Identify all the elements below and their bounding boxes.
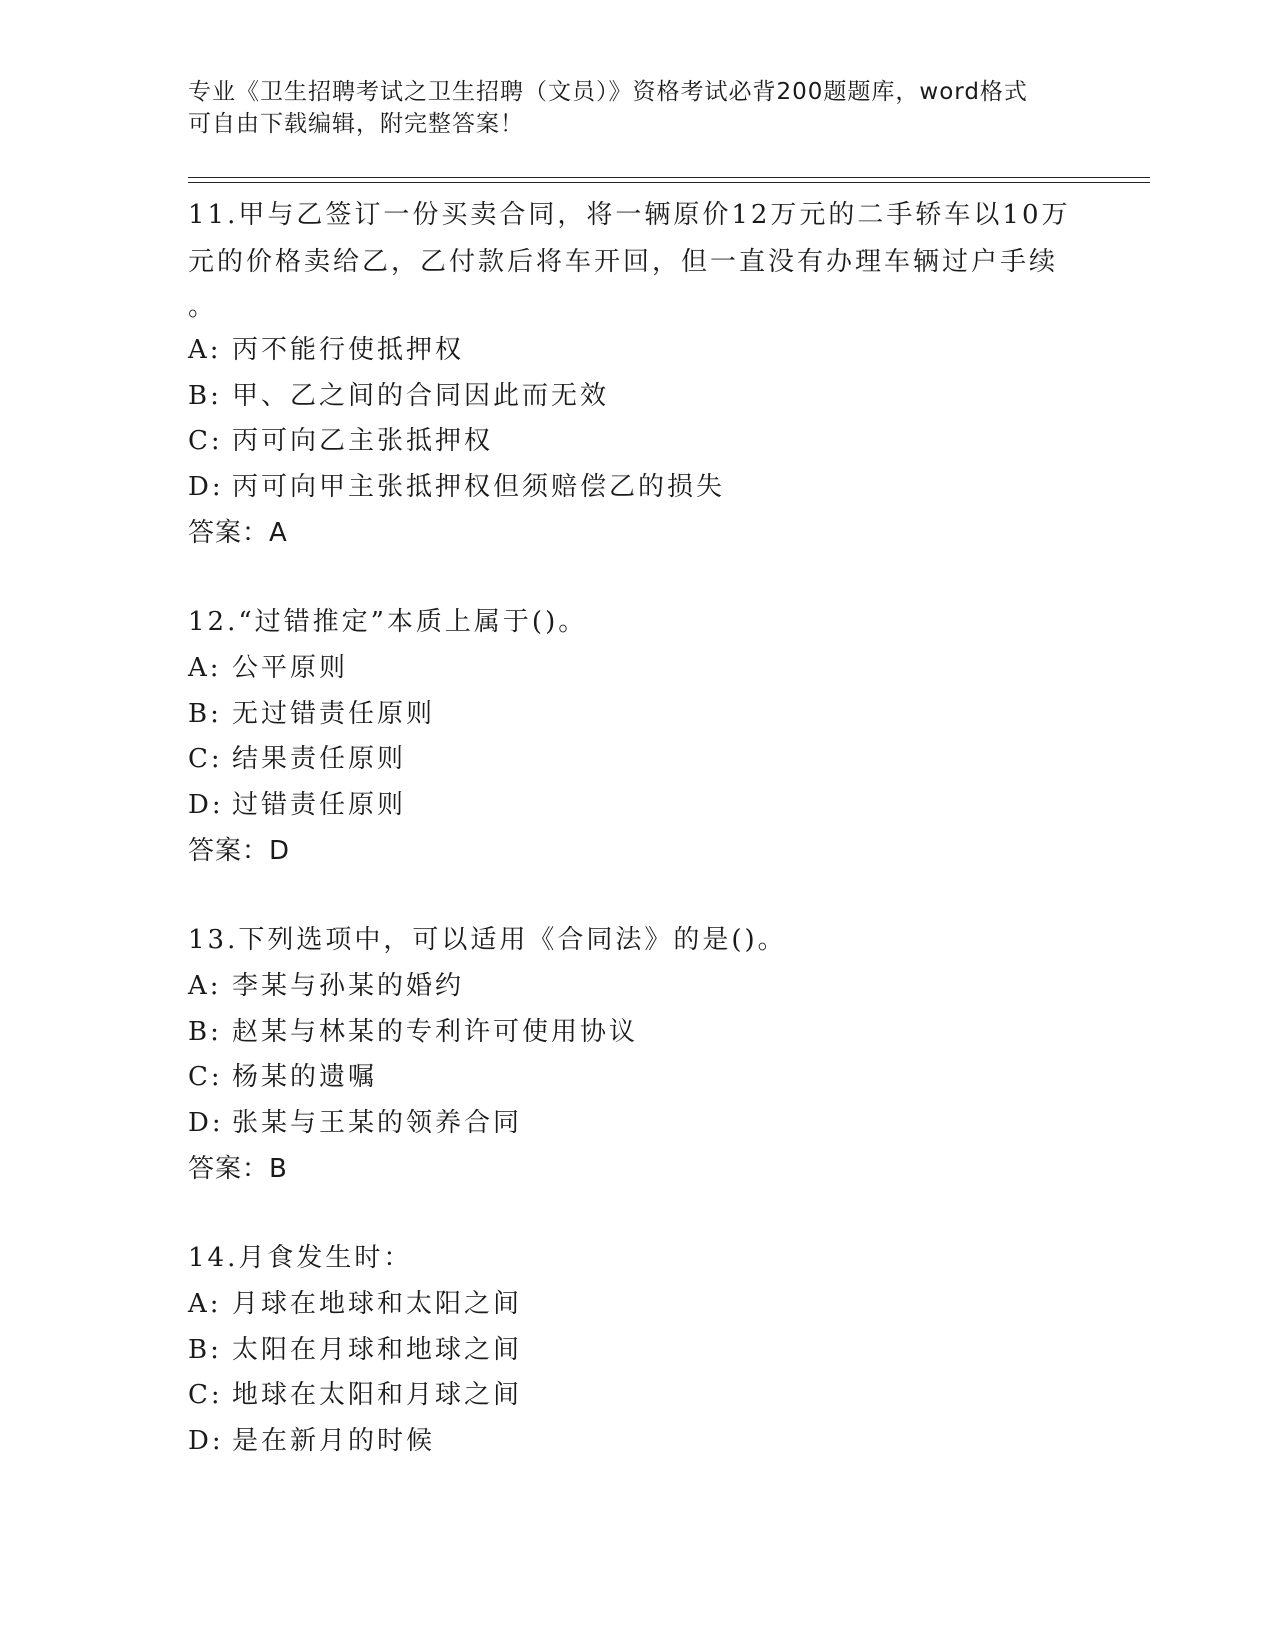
option-key: B: xyxy=(188,380,222,411)
option-text: 太阳在月球和地球之间 xyxy=(232,1334,523,1365)
option-text: 杨某的遗嘱 xyxy=(232,1062,378,1092)
option-key: A: xyxy=(188,335,222,365)
option-key: B: xyxy=(188,698,222,729)
option-b xyxy=(188,1328,1088,1374)
answer-line: 答案：D xyxy=(188,836,291,866)
option-key: C: xyxy=(188,1062,223,1092)
option-key: B: xyxy=(188,1016,222,1047)
option-b xyxy=(188,1010,1088,1056)
question-14 xyxy=(188,1235,1088,1464)
option-b xyxy=(188,692,1088,738)
option-a xyxy=(188,646,1088,692)
option-key: B: xyxy=(188,1334,222,1365)
option-text: 是在新月的时候 xyxy=(232,1425,436,1456)
option-c xyxy=(188,737,1088,783)
option-a xyxy=(188,1282,1088,1328)
question-stem-line: 13.下列选项中，可以适用《合同法》的是()。 xyxy=(188,925,787,955)
answer-line: 答案：B xyxy=(188,1154,288,1184)
question-13 xyxy=(188,917,1088,1192)
question-list xyxy=(188,192,1088,1507)
option-text: 公平原则 xyxy=(232,653,349,683)
header-divider-top xyxy=(188,177,1150,178)
option-b xyxy=(188,374,1088,420)
option-d xyxy=(188,1101,1088,1147)
option-text: 李某与孙某的婚约 xyxy=(232,971,465,1001)
question-stem-line: 。 xyxy=(188,292,218,322)
option-key: C: xyxy=(188,1380,223,1410)
answer-line: 答案：A xyxy=(188,518,288,548)
header-line-2: 可自由下载编辑，附完整答案！ xyxy=(188,111,524,137)
question-11 xyxy=(188,192,1088,556)
header-line-1: 专业《卫生招聘考试之卫生招聘（文员）》资格考试必背200题题库，word格式 xyxy=(188,79,1028,105)
option-text: 丙可向乙主张抵押权 xyxy=(232,426,494,456)
option-d xyxy=(188,465,1088,511)
option-text: 甲、乙之间的合同因此而无效 xyxy=(232,380,610,411)
question-stem xyxy=(188,599,1088,646)
question-stem xyxy=(188,917,1088,964)
option-d xyxy=(188,783,1088,829)
option-text: 地球在太阳和月球之间 xyxy=(232,1380,523,1410)
option-text: 丙不能行使抵押权 xyxy=(232,335,465,365)
option-text: 张某与王某的领养合同 xyxy=(232,1107,523,1138)
option-key: A: xyxy=(188,653,222,683)
option-text: 结果责任原则 xyxy=(232,744,407,774)
option-a xyxy=(188,328,1088,374)
question-stem-line: 元的价格卖给乙，乙付款后将车开回，但一直没有办理车辆过户手续 xyxy=(188,247,1059,277)
question-stem-line: 12.“过错推定”本质上属于()。 xyxy=(188,607,588,637)
option-key: C: xyxy=(188,744,223,774)
option-key: A: xyxy=(188,971,222,1001)
option-c xyxy=(188,1373,1088,1419)
option-key: A: xyxy=(188,1289,222,1319)
option-d xyxy=(188,1419,1088,1465)
option-c xyxy=(188,419,1088,465)
option-text: 丙可向甲主张抵押权但须赔偿乙的损失 xyxy=(232,471,726,502)
question-stem xyxy=(188,192,1088,328)
option-text: 过错责任原则 xyxy=(232,789,407,820)
question-stem-line: 11.甲与乙签订一份买卖合同，将一辆原价12万元的二手轿车以10万 xyxy=(188,200,1071,230)
option-a xyxy=(188,964,1088,1010)
question-stem xyxy=(188,1235,1088,1282)
question-12 xyxy=(188,599,1088,874)
option-text: 赵某与林某的专利许可使用协议 xyxy=(232,1016,639,1047)
option-key: D: xyxy=(188,1107,224,1138)
header-divider-bottom xyxy=(188,182,1150,183)
option-key: C: xyxy=(188,426,223,456)
option-key: D: xyxy=(188,789,224,820)
option-key: D: xyxy=(188,1425,224,1456)
option-text: 无过错责任原则 xyxy=(232,698,436,729)
option-c xyxy=(188,1055,1088,1101)
document-header xyxy=(188,76,1088,140)
option-key: D: xyxy=(188,471,224,502)
question-stem-line: 14.月食发生时： xyxy=(188,1243,413,1273)
option-text: 月球在地球和太阳之间 xyxy=(232,1289,523,1319)
